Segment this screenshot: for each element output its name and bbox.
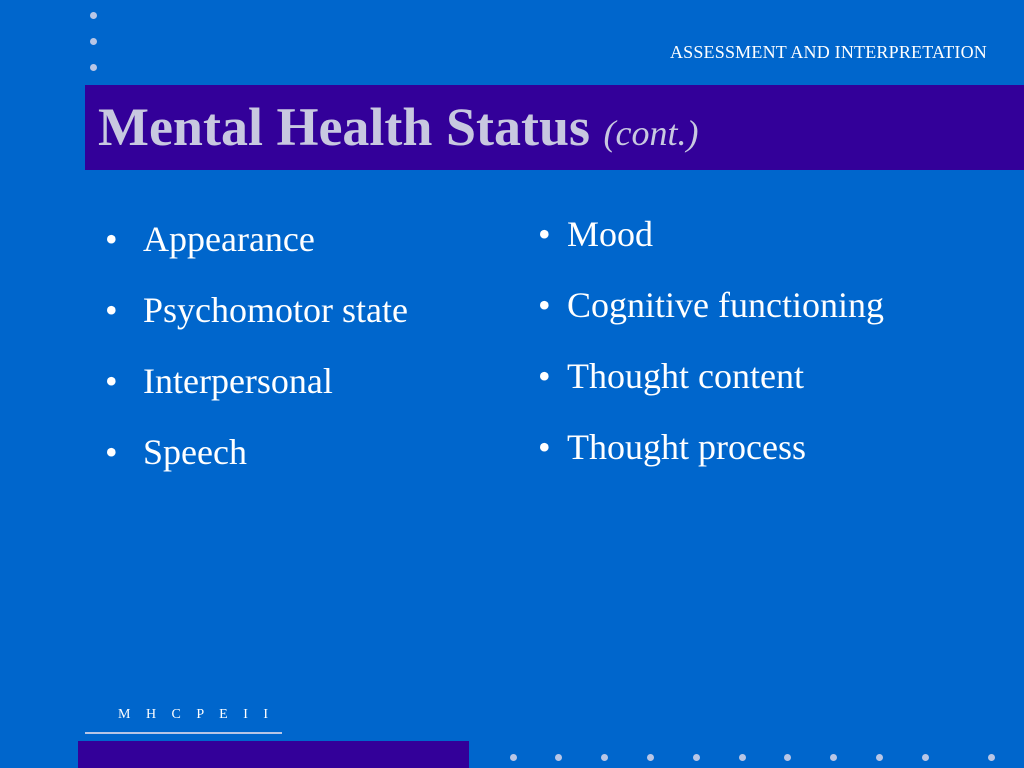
list-item <box>105 363 408 434</box>
dot-icon <box>647 754 654 761</box>
list-item <box>538 287 884 358</box>
list-item-label: Mood <box>567 214 654 254</box>
dot-icon <box>739 754 746 761</box>
bottom-band <box>78 741 469 768</box>
footer-label: M H C P E I I <box>118 707 275 722</box>
title-main: Mental Health Status <box>98 97 590 157</box>
dot-icon <box>601 754 608 761</box>
list-item-label: Interpersonal <box>143 361 333 401</box>
dot-icon <box>90 64 97 71</box>
dot-icon <box>784 754 791 761</box>
bullet-list-left <box>105 221 408 505</box>
list-item-label: Thought process <box>567 427 806 467</box>
bullet-icon: • <box>105 361 118 401</box>
slide-title <box>98 98 698 157</box>
dot-icon <box>922 754 929 761</box>
list-item <box>105 434 408 505</box>
bullet-list-right <box>538 216 884 500</box>
dot-icon <box>693 754 700 761</box>
dot-icon <box>555 754 562 761</box>
list-item-label: Thought content <box>567 356 804 396</box>
section-header: ASSESSMENT AND INTERPRETATION <box>669 42 987 62</box>
list-item <box>105 221 408 292</box>
list-item-label: Appearance <box>143 219 315 259</box>
list-item-label: Speech <box>143 432 247 472</box>
bullet-icon: • <box>538 214 551 254</box>
list-item <box>105 292 408 363</box>
bullet-icon: • <box>538 356 551 396</box>
dot-icon <box>510 754 517 761</box>
title-suffix: (cont.) <box>603 113 699 153</box>
dot-icon <box>830 754 837 761</box>
footer-divider <box>85 732 282 734</box>
dot-icon <box>90 12 97 19</box>
dot-icon <box>876 754 883 761</box>
list-item-label: Psychomotor state <box>143 290 408 330</box>
bullet-icon: • <box>538 427 551 467</box>
list-item <box>538 358 884 429</box>
list-item-label: Cognitive functioning <box>567 285 884 325</box>
bullet-icon: • <box>538 285 551 325</box>
bullet-icon: • <box>105 432 118 472</box>
list-item <box>538 429 884 500</box>
bullet-icon: • <box>105 290 118 330</box>
list-item <box>538 216 884 287</box>
dot-icon <box>90 38 97 45</box>
bullet-icon: • <box>105 219 118 259</box>
dot-icon <box>988 754 995 761</box>
